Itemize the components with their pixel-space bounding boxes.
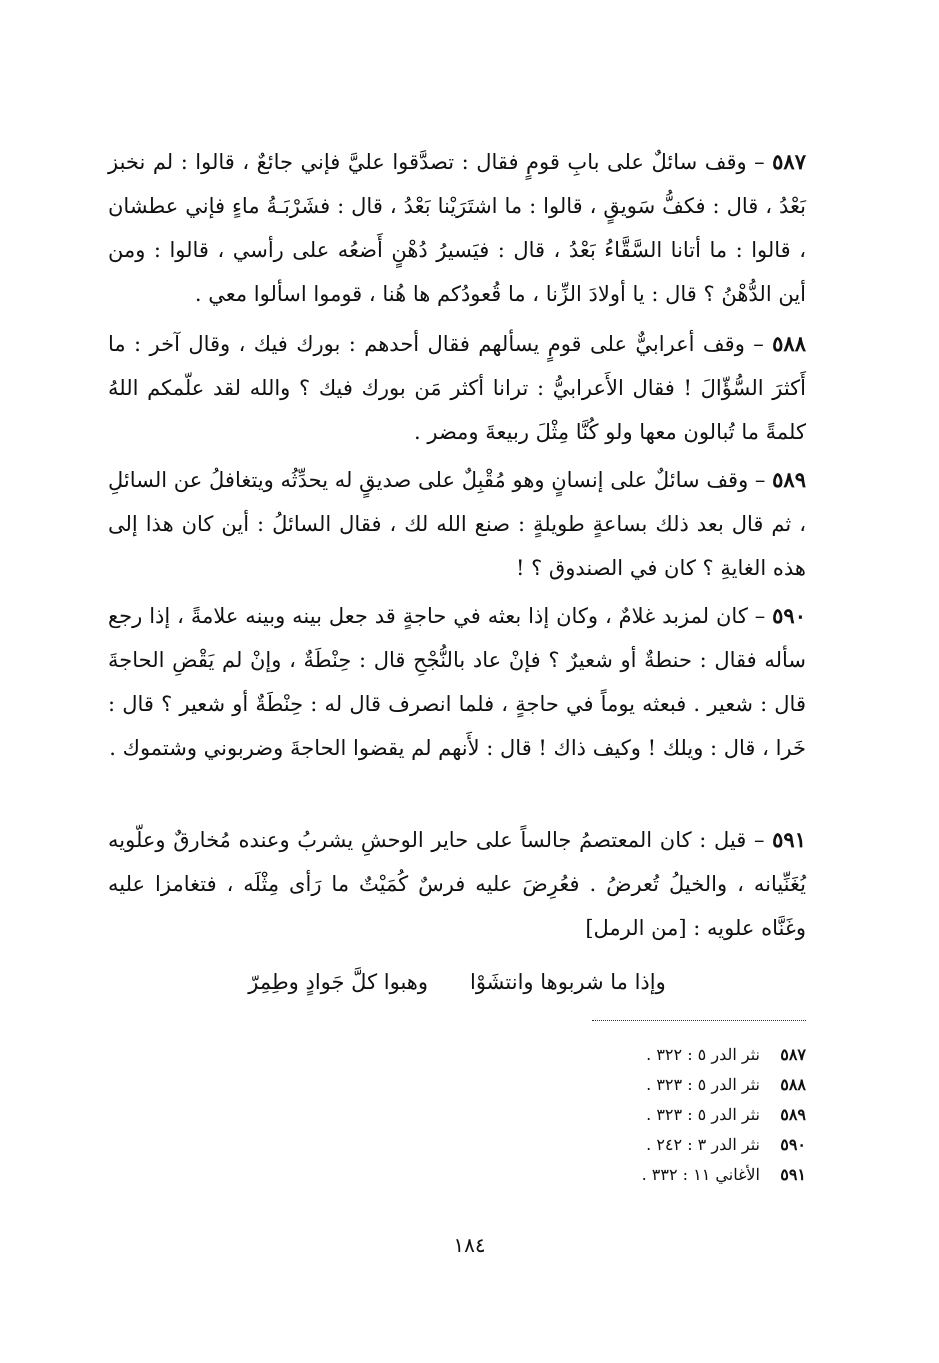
footnote-number: ٥٨٨ <box>780 1075 806 1094</box>
footnotes <box>420 1040 806 1190</box>
footnote-number: ٥٨٩ <box>780 1105 806 1124</box>
verse-first-hemistich: وإذا ما شربوها وانتشَوْا <box>470 970 666 994</box>
footnote-item <box>420 1160 806 1190</box>
footnote-item <box>420 1100 806 1130</box>
page-number: ١٨٤ <box>453 1233 486 1257</box>
footnote-item <box>420 1130 806 1160</box>
entry-number: ٥٨٧ <box>772 149 806 174</box>
footnote-text: نثر الدر ٥ : ٣٢٢ . <box>646 1045 760 1064</box>
entry-number: ٥٨٩ <box>772 467 806 492</box>
entry-text: – قيل : كان المعتصمُ جالساً على حاير الوحشِ يشربُ وعنده مُخارقٌ وعلّويه يُغَنِّيانه ، والخيلُ تُعرضُ . فعُرِضَ عليه فرسٌ كُمَيْتٌ ما رَأى مِثْلَه ، فتغامزا عليه وغَنَّاه علويه : [من الرمل] <box>108 828 806 940</box>
entry-number: ٥٩١ <box>772 827 806 852</box>
entry-number: ٥٩٠ <box>772 603 806 628</box>
entry-587 <box>108 140 806 316</box>
entry-text: – وقف أعرابيٌّ على قومٍ يسألهم فقال أحدهم : بورك فيك ، وقال آخر : ما أَكثرَ السُّؤّالَ ! فقال الأَعرابيُّ : ترانا أكثر مَن بورك فيك ؟ والله لقد علّمكم اللهُ كلمةً ما تُبالون معها ولو كُنَّا مِثْلَ ربيعةَ ومضر . <box>108 332 806 444</box>
entry-text: – كان لمزبد غلامٌ ، وكان إذا بعثه في حاجةٍ قد جعل بينه وبينه علامةً ، إذا رجع سأله فقال : حنطةٌ أو شعيرٌ ؟ فإنْ عاد بالنُّجْحِ قال : حِنْطَةٌ ، وإنْ لم يَقْضِ الحاجةَ قال : شعير . فبعثه يوماً في حاجةٍ ، فلما انصرف قال له : حِنْطَةٌ أو شعير ؟ قال : خَرا ، قال : ويلك ! وكيف ذاك ! قال : لأَنهم لم يقضوا الحاجةَ وضربوني وشتموك . <box>108 604 806 760</box>
footnote-item <box>420 1070 806 1100</box>
footnote-text: نثر الدر ٣ : ٢٤٢ . <box>646 1135 760 1154</box>
entry-591 <box>108 818 806 950</box>
footnote-number: ٥٨٧ <box>780 1045 806 1064</box>
entry-588 <box>108 322 806 454</box>
poem-verse <box>108 960 806 1004</box>
entry-text: – وقف سائلٌ على إنسانٍ وهو مُقْبِلٌ على صديقٍ له يحدِّثُه ويتغافلُ عن السائلِ ، ثم قال بعد ذلك بساعةٍ طويلةٍ : صنع الله لك ، فقال السائلُ : أين كان هذا إلى هذه الغايةِ ؟ كان في الصندوق ؟ ! <box>108 468 806 580</box>
entry-text: – وقف سائلٌ على بابِ قومٍ فقال : تصدَّقوا عليَّ فإني جائعٌ ، قالوا : لم نخبز بَعْدُ ، قال : فكفُّ سَويقٍ ، قالوا : ما اشتَرَيْنا بَعْدُ ، قال : فشَرْبَـةُ ماءٍ فإني عطشان ، قالوا : ما أتانا السَّقَّاءُ بَعْدُ ، قال : فيَسيرُ دُهْنٍ أَضعُه على رأسي ، قالوا : ومن أين الدُّهْنُ ؟ قال : يا أولادَ الزِّنا ، ما قُعودُكم ها هُنا ، قوموا اسألوا معي . <box>108 150 806 306</box>
footnote-text: نثر الدر ٥ : ٣٢٣ . <box>646 1075 760 1094</box>
footnote-number: ٥٩٠ <box>780 1135 806 1154</box>
footnote-item <box>420 1040 806 1070</box>
entry-590 <box>108 594 806 770</box>
entry-589 <box>108 458 806 590</box>
verse-second-hemistich: وهبوا كلَّ جَوادٍ وطِمِرّ <box>248 970 428 994</box>
footnote-number: ٥٩١ <box>780 1165 806 1184</box>
footnote-text: الأغاني ١١ : ٣٣٢ . <box>641 1165 760 1184</box>
footnote-separator <box>592 1020 806 1021</box>
entry-number: ٥٨٨ <box>772 331 806 356</box>
footnote-text: نثر الدر ٥ : ٣٢٣ . <box>646 1105 760 1124</box>
